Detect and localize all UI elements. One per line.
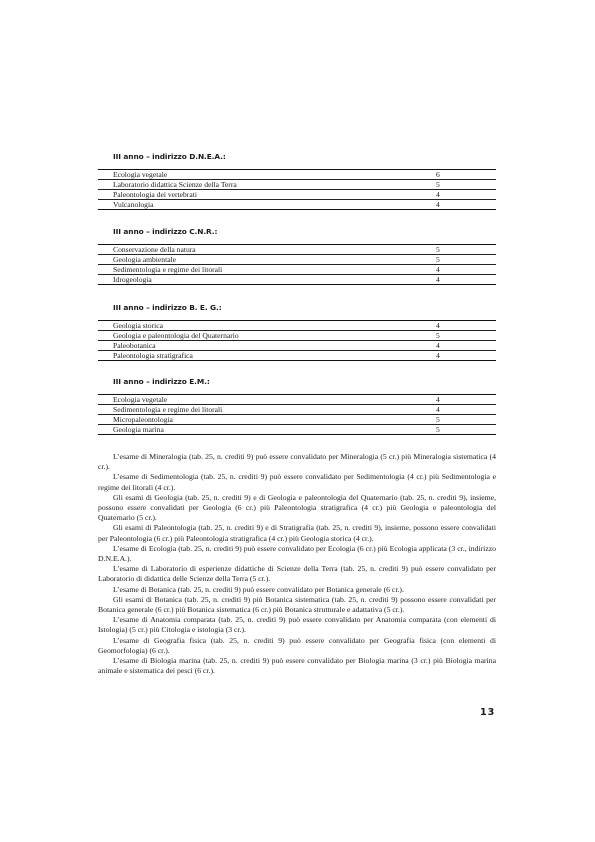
- course-credits: 4: [436, 200, 440, 209]
- course-credits: 5: [436, 415, 496, 425]
- paragraph: L’esame di Mineralogia (tab. 25, n. crediti 9) può essere convalidato per Mineralogia (5 cr.) più Mineralogia sistematica (4 cr.).: [98, 452, 496, 472]
- table-row: [98, 331, 496, 341]
- table-row: [98, 180, 496, 190]
- body-text: [98, 452, 496, 676]
- table-row: [98, 395, 496, 405]
- course-credits: 5: [436, 245, 496, 255]
- paragraph: L’esame di Biologia marina (tab. 25, n. crediti 9) può essere convalidato per Biologia marina (3 cr.) più Biologia marina animale e sistematica dei pesci (6 cr.).: [98, 656, 496, 676]
- section-title: III anno – indirizzo D.N.E.A.:: [113, 152, 226, 161]
- course-credits: 4: [436, 341, 496, 351]
- paragraph: Gli esami di Geologia (tab. 25, n. crediti 9) e di Geologia e paleontologia del Quaternario (tab. 25, n. crediti 9), insieme, possono essere convalidati per Geologia (6 cr.) più Paleontologia stratigrafica (4 cr.) più Geologia e paleontologia del Quaternario (5 cr.).: [98, 492, 496, 523]
- table-row: [98, 200, 496, 210]
- course-credits: 4: [436, 351, 440, 360]
- table-row: [98, 415, 496, 425]
- course-name: Micropaleontologia: [98, 415, 436, 425]
- paragraph: L’esame di Anatomia comparata (tab. 25, n. crediti 9) può essere convalidato per Anatomia comparata (con elementi di Istologia) (5 cr.) più Citologia e istologia (3 cr.).: [98, 615, 496, 635]
- table-row: [98, 351, 496, 361]
- course-credits: 4: [436, 405, 496, 415]
- course-table: [98, 320, 496, 361]
- course-credits: 5: [436, 425, 440, 434]
- course-name: Geologia storica: [98, 321, 436, 331]
- course-name: Paleontologia dei vertebrati: [98, 190, 436, 200]
- course-credits: 4: [436, 265, 496, 275]
- section-title: III anno – indirizzo B. E. G.:: [113, 303, 222, 312]
- course-name: Vulcanologia: [113, 200, 154, 209]
- paragraph: L’esame di Laboratorio di esperienze didattiche di Scienze della Terra (tab. 25, n. crediti 9) può essere convalidato per Laboratorio di didattica delle Scienze della Terra (5 cr.).: [98, 564, 496, 584]
- course-name: Geologia e paleontologia del Quaternario: [98, 331, 436, 341]
- course-credits: 5: [436, 180, 496, 190]
- table-row: [98, 321, 496, 331]
- course-name: Ecologia vegetale: [98, 395, 436, 405]
- paragraph: Gli esami di Botanica (tab. 25, n. crediti 9) più Botanica sistematica (tab. 25, n. crediti 9) possono essere convalidati per Botanica generale (6 cr.) più Botanica sistematica (6 cr.) più Botanica strutturale e adattativa (5 cr.).: [98, 594, 496, 615]
- table-row: [98, 425, 496, 435]
- course-name: Paleontologia stratigrafica: [113, 351, 193, 360]
- section-title: III anno – indirizzo E.M.:: [113, 377, 210, 386]
- section-cnr: [98, 227, 496, 285]
- course-name: Sedimentologia e regime dei litorali: [98, 405, 436, 415]
- table-row: [98, 275, 496, 285]
- paragraph: L’esame di Botanica (tab. 25, n. crediti 9) può essere convalidato per Botanica generale (6 cr.).: [113, 584, 404, 594]
- course-credits: 4: [436, 190, 496, 200]
- section-dnea: [98, 152, 496, 210]
- course-name: Geologia ambientale: [98, 255, 436, 265]
- page-number: 13: [480, 707, 496, 718]
- section-beg: [98, 303, 496, 361]
- course-name: Sedimentologia e regime dei litorali: [98, 265, 436, 275]
- paragraph: L’esame di Ecologia (tab. 25, n. crediti 9) può essere convalidato per Ecologia (6 cr.) più Ecologia applicata (3 cr., indirizzo D.N.E.A.).: [98, 543, 496, 564]
- table-row: [98, 245, 496, 255]
- section-title: III anno – indirizzo C.N.R.:: [113, 227, 218, 236]
- course-name: Laboratorio didattica Scienze della Terra: [98, 180, 436, 190]
- table-row: [98, 255, 496, 265]
- course-credits: 4: [436, 275, 440, 284]
- table-row: [98, 341, 496, 351]
- course-table: [98, 244, 496, 285]
- table-row: [98, 170, 496, 180]
- course-name: Geologia marina: [113, 425, 164, 434]
- table-row: [98, 190, 496, 200]
- course-credits: 4: [436, 321, 496, 331]
- table-row: [98, 265, 496, 275]
- paragraph: Gli esami di Paleontologia (tab. 25, n. crediti 9) e di Stratigrafia (tab. 25, n. crediti 9), insieme, possono essere convalidati per Paleontologia (6 cr.) più Paleontologia stratigrafica (4 cr.) più Geologia storica (4 cr.).: [98, 523, 496, 543]
- course-name: Conservazione della natura: [98, 245, 436, 255]
- paragraph: L’esame di Sedimentologia (tab. 25, n. crediti 9) può essere convalidato per Sedimentologia (4 cr.) più Sedimentologia e regime dei litorali (4 cr.).: [98, 472, 496, 492]
- course-credits: 5: [436, 255, 496, 265]
- course-credits: 6: [436, 170, 496, 180]
- course-name: Paleobotanica: [98, 341, 436, 351]
- course-table: [98, 169, 496, 210]
- table-row: [98, 405, 496, 415]
- course-table: [98, 394, 496, 435]
- course-credits: 5: [436, 331, 496, 341]
- course-name: Idrogeologia: [113, 275, 152, 284]
- course-name: Ecologia vegetale: [98, 170, 436, 180]
- section-em: [98, 377, 496, 435]
- course-credits: 4: [436, 395, 496, 405]
- paragraph: L’esame di Geografia fisica (tab. 25, n. crediti 9) può essere convalidato per Geografia fisica (con elementi di Geomorfologia) (6 cr.).: [98, 635, 496, 655]
